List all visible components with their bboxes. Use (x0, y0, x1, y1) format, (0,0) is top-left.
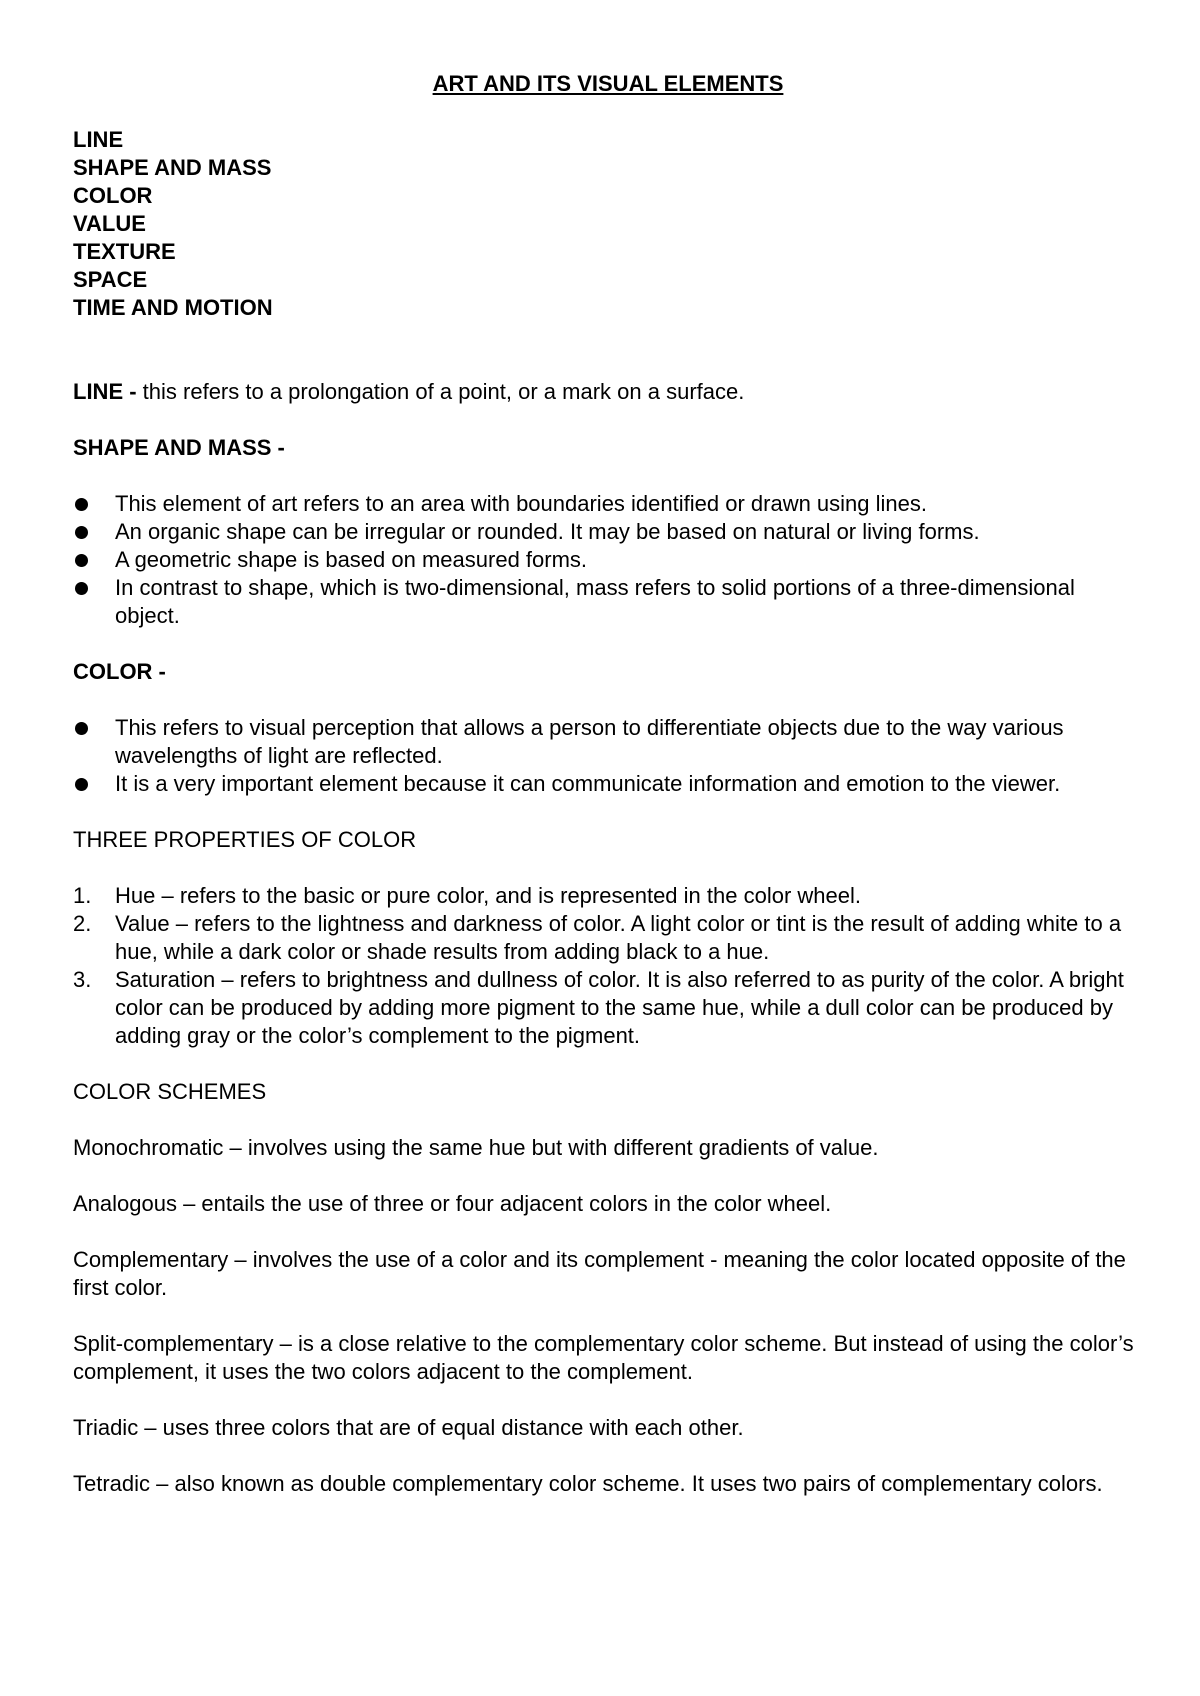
elements-list-item: SPACE (73, 267, 148, 292)
elements-list-item: VALUE (73, 211, 146, 236)
elements-list-item: LINE (73, 127, 124, 152)
schemes-heading: COLOR SCHEMES (73, 1079, 267, 1104)
color-heading: COLOR - (73, 659, 166, 684)
scheme-triadic: Triadic – uses three colors that are of equal distance with each other. (73, 1415, 744, 1440)
bullet-item (73, 714, 1143, 770)
scheme-split-complementary: Split-complementary – is a close relative to the complementary color scheme. But instead of using the color’s complement, it uses the two colors adjacent to the complement. (73, 1331, 1134, 1384)
bullet-text: A geometric shape is based on measured forms. (115, 547, 588, 572)
page-title: ART AND ITS VISUAL ELEMENTS (432, 71, 784, 96)
line-definition (73, 378, 1143, 406)
color-bullets (73, 714, 1143, 798)
bullet-item (73, 490, 1143, 518)
elements-list-item: TEXTURE (73, 239, 176, 264)
bullet-item (73, 574, 1143, 630)
property-text: Saturation – refers to brightness and dullness of color. It is also referred to as purity of the color. A bright color can be produced by adding more pigment to the same hue, while a dull color can be produced by adding gray or the color’s complement to the pigment. (115, 967, 1124, 1048)
line-text: this refers to a prolongation of a point, or a mark on a surface. (136, 379, 745, 404)
bullet-text: This element of art refers to an area with boundaries identified or drawn using lines. (115, 491, 927, 516)
line-heading: LINE - (73, 379, 137, 404)
bullet-icon (75, 526, 88, 539)
shape-bullets (73, 490, 1143, 630)
properties-list (73, 882, 1143, 1050)
elements-list-item: SHAPE AND MASS (73, 155, 272, 180)
property-text: Hue – refers to the basic or pure color, and is represented in the color wheel. (115, 883, 861, 908)
bullet-item (73, 770, 1143, 798)
bullet-icon (75, 554, 88, 567)
scheme-complementary: Complementary – involves the use of a color and its complement - meaning the color located opposite of the first color. (73, 1247, 1126, 1300)
bullet-item (73, 518, 1143, 546)
shape-heading: SHAPE AND MASS - (73, 435, 285, 460)
scheme-monochromatic: Monochromatic – involves using the same hue but with different gradients of value. (73, 1135, 879, 1160)
bullet-icon (75, 582, 88, 595)
elements-list-item: COLOR (73, 183, 153, 208)
bullet-icon (75, 722, 88, 735)
property-text: Value – refers to the lightness and darkness of color. A light color or tint is the result of adding white to a hue, while a dark color or shade results from adding black to a hue. (115, 911, 1122, 964)
bullet-text: An organic shape can be irregular or rounded. It may be based on natural or living forms. (115, 519, 980, 544)
property-item (73, 910, 1143, 966)
bullet-item (73, 546, 1143, 574)
elements-list-item: TIME AND MOTION (73, 295, 273, 320)
bullet-text: In contrast to shape, which is two-dimensional, mass refers to solid portions of a three-dimensional object. (115, 575, 1075, 628)
list-number: 1. (73, 883, 92, 908)
bullet-icon (75, 498, 88, 511)
scheme-tetradic: Tetradic – also known as double complementary color scheme. It uses two pairs of complementary colors. (73, 1471, 1103, 1496)
list-number: 3. (73, 967, 92, 992)
property-item (73, 882, 1143, 910)
elements-list (73, 126, 1143, 322)
properties-heading: THREE PROPERTIES OF COLOR (73, 827, 417, 852)
bullet-text: It is a very important element because it can communicate information and emotion to the viewer. (115, 771, 1061, 796)
bullet-text: This refers to visual perception that allows a person to differentiate objects due to the way various wavelengths of light are reflected. (115, 715, 1064, 768)
property-item (73, 966, 1143, 1050)
document (73, 70, 1143, 1498)
scheme-analogous: Analogous – entails the use of three or four adjacent colors in the color wheel. (73, 1191, 832, 1216)
list-number: 2. (73, 911, 92, 936)
bullet-icon (75, 778, 88, 791)
